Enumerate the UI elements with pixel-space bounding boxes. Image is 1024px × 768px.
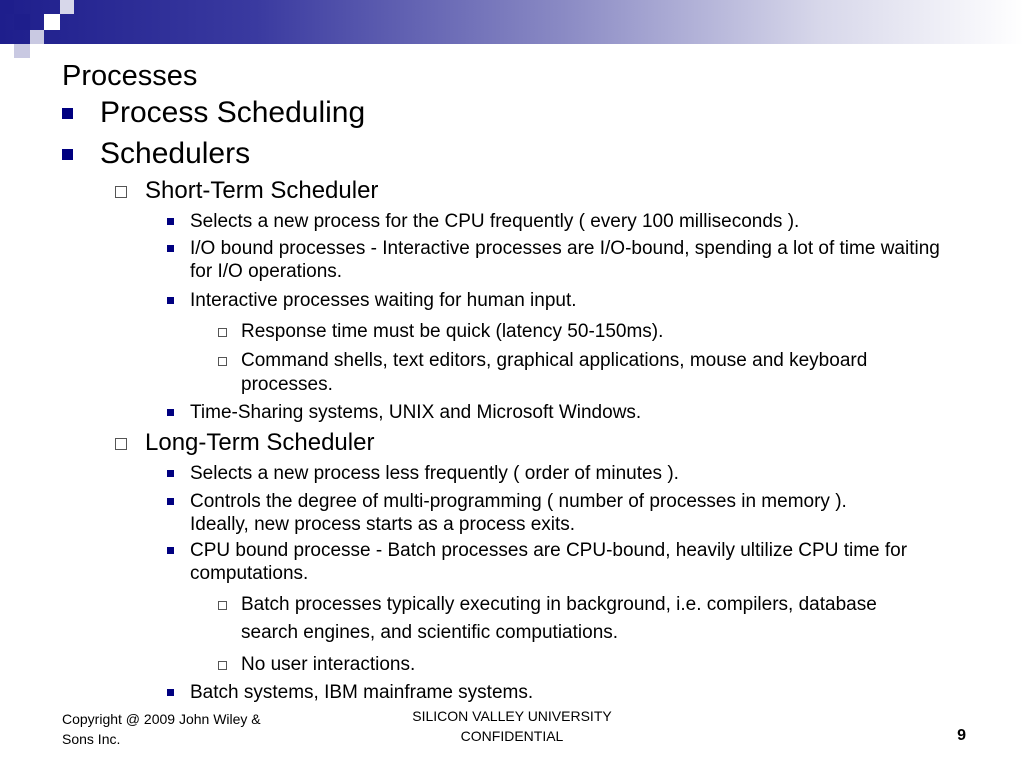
footer-confidential: SILICON VALLEY UNIVERSITY CONFIDENTIAL (412, 708, 612, 744)
list-item-text: CPU bound processe - Batch processes are CPU-bound, heavily ultilize CPU time for computations. (190, 540, 908, 584)
square-bullet-icon (167, 689, 174, 696)
list-item (167, 401, 967, 424)
list-item (167, 237, 967, 283)
sub-list-item-text: No user interactions. (241, 654, 416, 675)
list-item-text: Interactive processes waiting for human input. (190, 290, 577, 311)
sub-list-item (218, 653, 918, 677)
slide-title: Processes (62, 60, 198, 92)
square-bullet-icon (167, 218, 174, 225)
sub-list-item (218, 593, 918, 647)
list-item (167, 210, 967, 233)
corner-decor-square (30, 30, 44, 44)
hollow-square-bullet-icon (218, 601, 227, 610)
list-item-text: Selects a new process for the CPU frequently ( every 100 milliseconds ). (190, 211, 800, 232)
list-item-text: I/O bound processes - Interactive processes are I/O-bound, spending a lot of time waiting for I/O operations. (190, 238, 940, 282)
subheading-text: Long-Term Scheduler (145, 429, 375, 456)
list-item-text: Batch systems, IBM mainframe systems. (190, 682, 534, 703)
hollow-square-bullet-icon (115, 186, 127, 198)
square-bullet-icon (167, 409, 174, 416)
list-item-text: Controls the degree of multi-programming ( number of processes in memory ). Ideally, new process starts as a process exits. (190, 491, 847, 535)
corner-decor-square (0, 0, 14, 14)
sub-list-item-text: Response time must be quick (latency 50-150ms). (241, 321, 664, 342)
list-item (167, 539, 967, 585)
square-bullet-icon (167, 245, 174, 252)
sub-list-item (218, 349, 918, 397)
square-bullet-icon (167, 498, 174, 505)
bullet-process-scheduling (62, 94, 962, 132)
bullet-text: Process Scheduling (100, 96, 366, 129)
corner-decor-square (14, 14, 30, 30)
list-item (167, 462, 967, 485)
heading-short-term-scheduler (115, 176, 965, 206)
square-bullet-icon (62, 149, 73, 160)
sub-list-item (218, 320, 918, 344)
square-bullet-icon (167, 470, 174, 477)
heading-long-term-scheduler (115, 428, 965, 458)
hollow-square-bullet-icon (218, 661, 227, 670)
square-bullet-icon (167, 297, 174, 304)
corner-decor-square (44, 14, 60, 30)
corner-decor-square (60, 0, 74, 14)
list-item-text: Selects a new process less frequently ( order of minutes ). (190, 463, 679, 484)
slide-number: 9 (957, 727, 966, 744)
hollow-square-bullet-icon (218, 328, 227, 337)
hollow-square-bullet-icon (218, 357, 227, 366)
square-bullet-icon (167, 547, 174, 554)
square-bullet-icon (62, 108, 73, 119)
hollow-square-bullet-icon (115, 438, 127, 450)
list-item (167, 681, 967, 704)
header-gradient-band (0, 0, 1024, 44)
corner-decor-square (14, 44, 30, 58)
bullet-schedulers (62, 135, 962, 173)
list-item (167, 289, 967, 312)
footer-copyright: Copyright @ 2009 John Wiley & Sons Inc. (62, 711, 261, 747)
list-item-text: Time-Sharing systems, UNIX and Microsoft Windows. (190, 402, 642, 423)
subheading-text: Short-Term Scheduler (145, 177, 379, 204)
sub-list-item-text: Command shells, text editors, graphical applications, mouse and keyboard processes. (241, 350, 868, 395)
bullet-text: Schedulers (100, 137, 251, 170)
sub-list-item-text: Batch processes typically executing in background, i.e. compilers, database search engines, and scientific computiations. (241, 594, 877, 643)
list-item (167, 490, 967, 536)
